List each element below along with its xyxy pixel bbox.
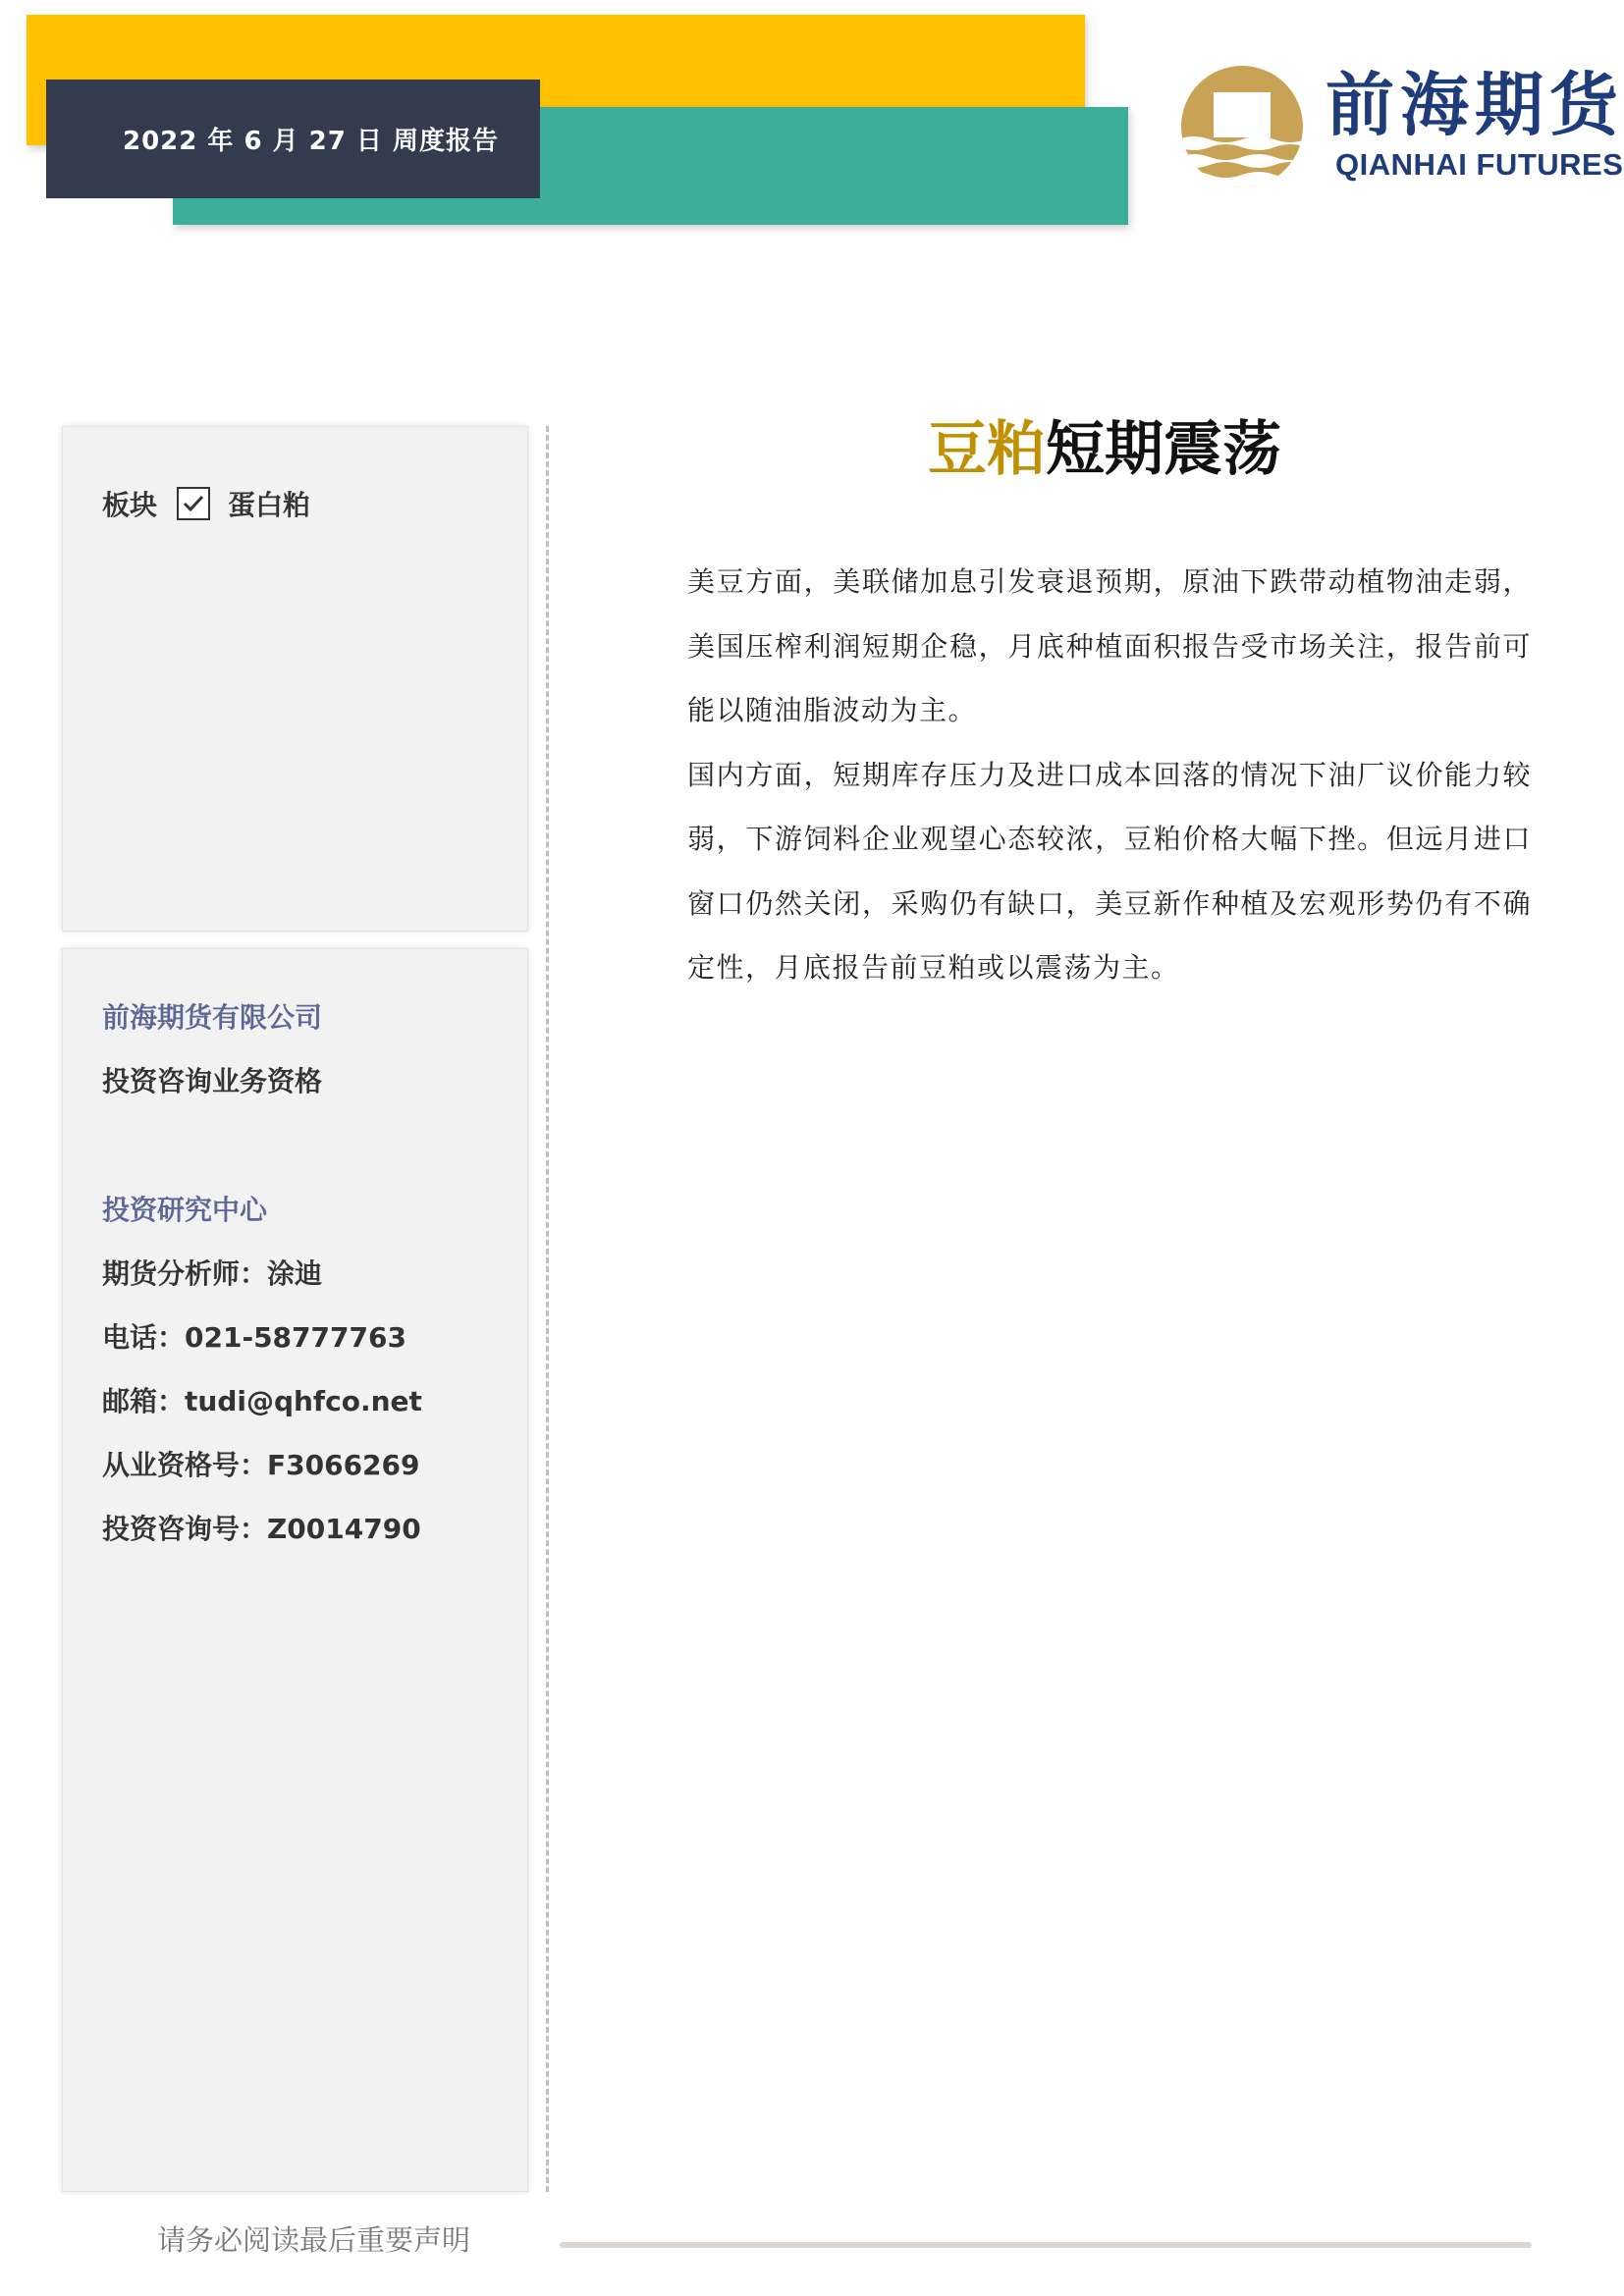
- paragraph-domestic: 国内方面，短期库存压力及进口成本回落的情况下油厂议价能力较弱，下游饲料企业观望心态较浓，豆粕价格大幅下挫。但远月进口窗口仍然关闭，采购仍有缺口，美豆新作种植及宏观形势仍有不确定性，月底报告前豆粕或以震荡为主。: [687, 758, 1532, 984]
- article-body: [687, 550, 1532, 1000]
- article-title: [589, 402, 1620, 487]
- paragraph-us-soybean: 美豆方面，美联储加息引发衰退预期，原油下跌带动植物油走弱，美国压榨利润短期企稳，月底种植面积报告受市场关注，报告前可能以随油脂波动为主。: [687, 565, 1532, 726]
- qualification: 投资咨询业务资格: [102, 1065, 323, 1097]
- footer-rule: [560, 2242, 1532, 2248]
- logo-mark-icon: [1178, 65, 1306, 188]
- practice-license: 从业资格号：F3066269: [102, 1449, 420, 1481]
- sector-label: 板块: [102, 489, 158, 521]
- checkmark-icon: [181, 491, 206, 516]
- footer-disclaimer-notice: 请务必阅读最后重要声明: [157, 2223, 471, 2257]
- checked-box-icon: [177, 487, 210, 520]
- company-logo: [1178, 61, 1624, 188]
- analyst-email: 邮箱：tudi@qhfco.net: [102, 1385, 422, 1417]
- title-rest: 短期震荡: [1046, 415, 1281, 484]
- analyst-name: 期货分析师：涂迪: [102, 1257, 323, 1290]
- column-divider: [546, 426, 549, 2192]
- analyst-phone: 电话：021-58777763: [102, 1321, 406, 1354]
- logo-name-en: QIANHAI FUTURES: [1335, 147, 1624, 182]
- report-date: 2022 年 6 月 27 日 周度报告: [123, 127, 499, 156]
- title-highlight: 豆粕: [928, 415, 1046, 484]
- company-name: 前海期货有限公司: [102, 1001, 323, 1034]
- sector-row: [102, 484, 310, 523]
- logo-name-cn: 前海期货: [1326, 64, 1624, 145]
- sector-panel: [62, 426, 528, 932]
- department-name: 投资研究中心: [102, 1194, 268, 1226]
- sector-value: 蛋白粕: [228, 489, 311, 521]
- header-date-band: [46, 80, 540, 198]
- consulting-license: 投资咨询号：Z0014790: [102, 1513, 421, 1545]
- contact-panel: [62, 948, 528, 2192]
